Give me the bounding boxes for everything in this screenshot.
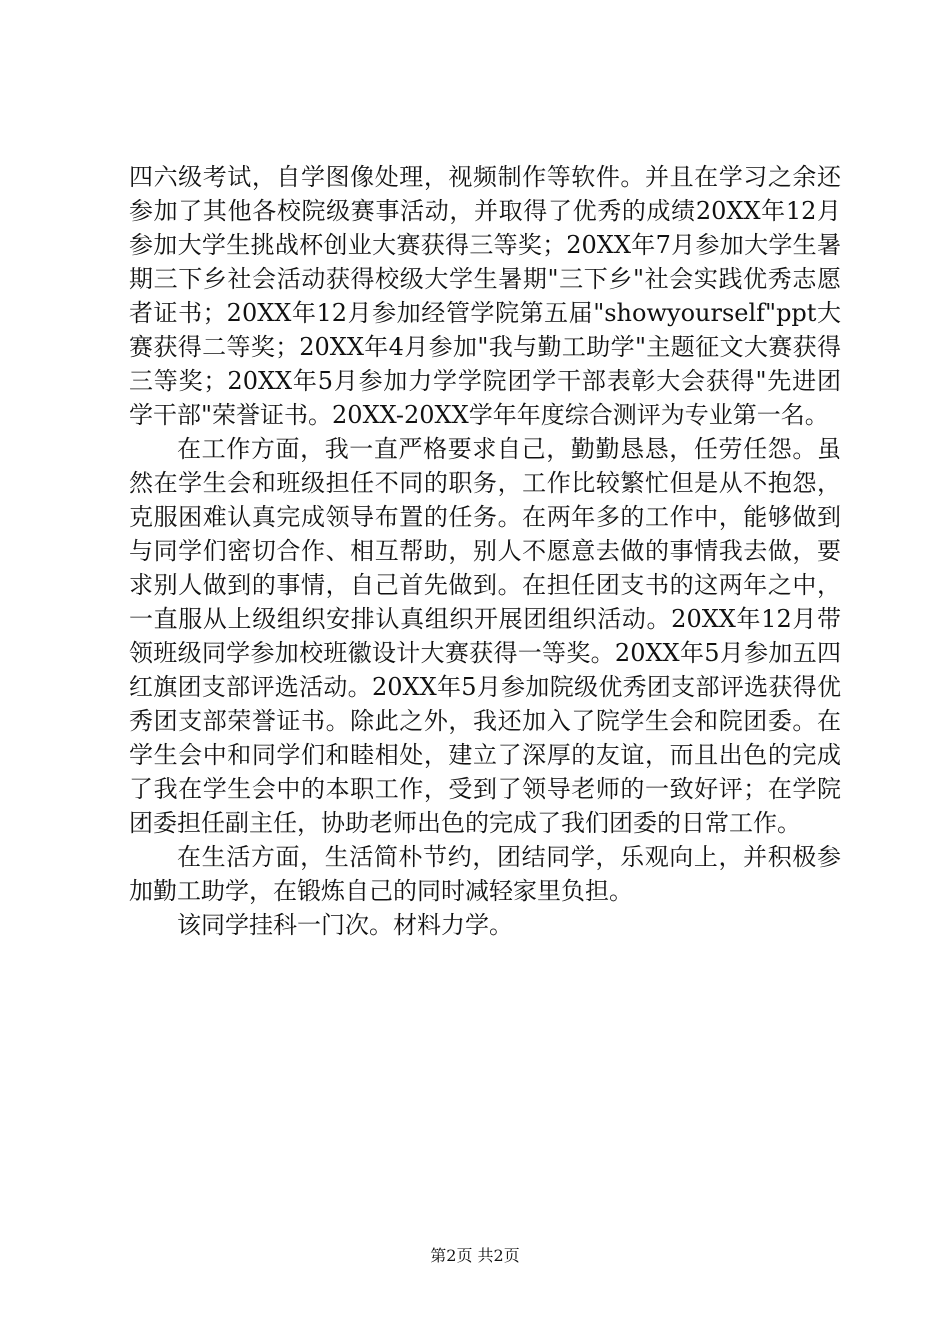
paragraph-work: 在工作方面，我一直严格要求自己，勤勤恳恳，任劳任怨。虽然在学生会和班级担任不同的职务，工作比较繁忙但是从不抱怨，克服困难认真完成领导布置的任务。在两年多的工作中，能够做到与同学们密切合作、相互帮助，别人不愿意去做的事情我去做，要求别人做到的事情，自己首先做到。在担任团支书的这两年之中，一直服从上级组织安排认真组织开展团组织活动。20XX年12月带领班级同学参加校班徽设计大赛获得一等奖。20XX年5月参加五四红旗团支部评选活动。20XX年5月参加院级优秀团支部评选获得优秀团支部荣誉证书。除此之外，我还加入了院学生会和院团委。在学生会中和同学们和睦相处，建立了深厚的友谊，而且出色的完成了我在学生会中的本职工作，受到了领导老师的一致好评；在学院团委担任副主任，协助老师出色的完成了我们团委的日常工作。	[129, 435, 841, 837]
paragraph-life: 在生活方面，生活简朴节约，团结同学，乐观向上，并积极参加勤工助学，在锻炼自己的同时减轻家里负担。	[129, 843, 841, 905]
page-number-footer: 第2页 共2页	[430, 1246, 520, 1265]
document-body	[129, 160, 841, 942]
paragraph-failed-course: 该同学挂科一门次。材料力学。	[177, 911, 513, 939]
paragraph-awards: 四六级考试，自学图像处理，视频制作等软件。并且在学习之余还参加了其他各校院级赛事活动，并取得了优秀的成绩20XX年12月参加大学生挑战杯创业大赛获得三等奖；20XX年7月参加大学生暑期三下乡社会活动获得校级大学生暑期"三下乡"社会实践优秀志愿者证书；20XX年12月参加经管学院第五届"showyourself"ppt大赛获得二等奖；20XX年4月参加"我与勤工助学"主题征文大赛获得三等奖；20XX年5月参加力学学院团学干部表彰大会获得"先进团学干部"荣誉证书。20XX-20XX学年年度综合测评为专业第一名。	[129, 163, 841, 429]
